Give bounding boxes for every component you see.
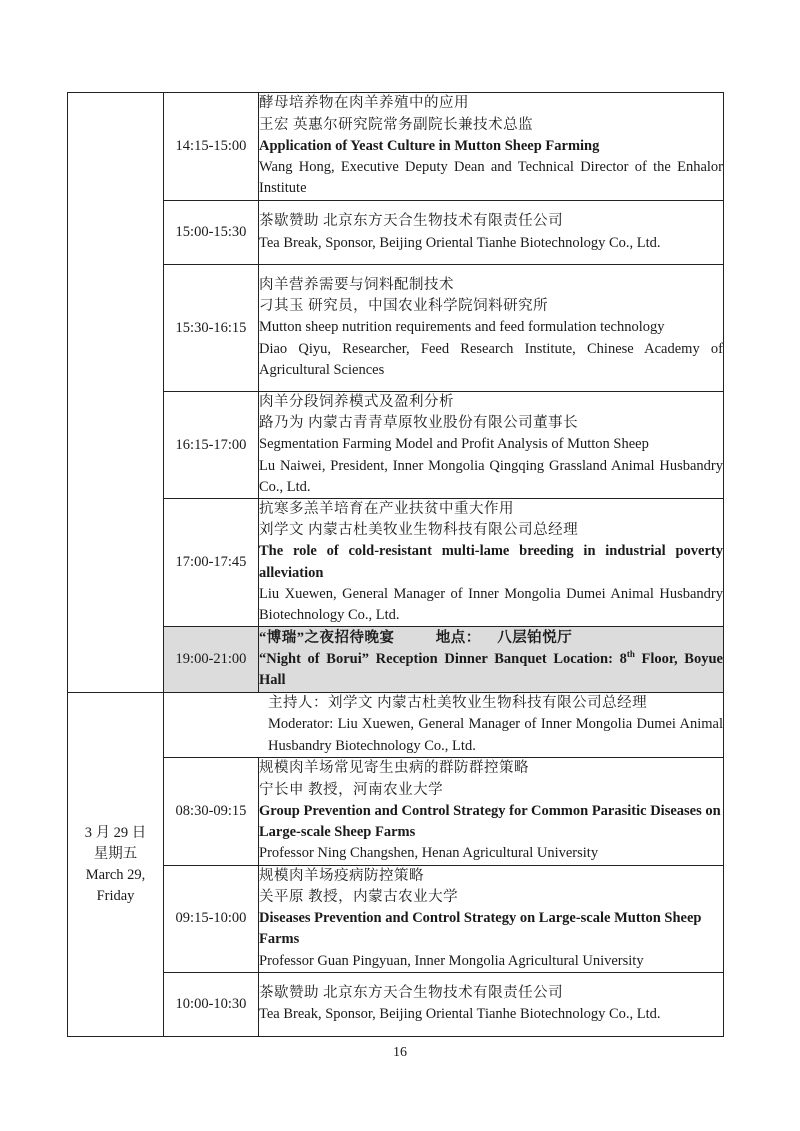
talk-title-zh: 酵母培养物在肉羊养殖中的应用 [259, 95, 469, 112]
talk-title-en: Application of Yeast Culture in Mutton Sheep Farming [259, 137, 600, 154]
session-cell [259, 201, 724, 265]
table-row [68, 499, 724, 627]
talk-title-zh: 规模肉羊场疫病防控策略 [259, 867, 424, 884]
speaker-en: Diao Qiyu, Researcher, Feed Research Institute, Chinese Academy of Agricultural Sciences [259, 340, 723, 378]
session-cell [259, 93, 724, 201]
date-en: March 29, [85, 866, 146, 883]
speaker-zh: 刘学文 内蒙古杜美牧业生物科技有限公司总经理 [259, 522, 579, 539]
speaker-zh: 王宏 英惠尔研究院常务副院长兼技术总监 [259, 116, 534, 133]
table-row [68, 265, 724, 392]
table-row [68, 392, 724, 499]
banquet-title-zh: “博瑞”之夜招待晚宴 地点： 八层铂悦厅 [259, 629, 573, 646]
talk-title-zh: 规模肉羊场常见寄生虫病的群防群控策略 [259, 760, 529, 777]
banquet-superscript: th [626, 649, 635, 660]
time-cell: 15:00-15:30 [164, 201, 259, 265]
page-number: 16 [393, 1045, 407, 1060]
day-cell-empty [68, 93, 164, 693]
session-cell [259, 865, 724, 972]
table-row [68, 93, 724, 201]
speaker-zh: 刁其玉 研究员，中国农业科学院饲料研究所 [259, 298, 549, 315]
speaker-en: Wang Hong, Executive Deputy Dean and Technical Director of the Enhalor Institute [259, 159, 723, 197]
moderator-en: Moderator: Liu Xuewen, General Manager of Inner Mongolia Dumei Animal Husbandry Biotechnology Co., Ltd. [268, 716, 723, 754]
speaker-en: Liu Xuewen, General Manager of Inner Mongolia Dumei Animal Husbandry Biotechnology Co., Ltd. [259, 585, 723, 624]
talk-title-zh: 肉羊分段饲养模式及盈利分析 [259, 394, 454, 410]
talk-title-en: Mutton sheep nutrition requirements and feed formulation technology [259, 319, 665, 336]
table-row [68, 972, 724, 1036]
time-cell: 09:15-10:00 [164, 865, 259, 972]
talk-title-en: Diseases Prevention and Control Strategy on Large-scale Mutton Sheep Farms [259, 910, 702, 948]
session-cell [259, 972, 724, 1036]
schedule-table [67, 92, 724, 1037]
time-cell: 17:00-17:45 [164, 499, 259, 627]
talk-title-en: The role of cold-resistant multi-lame breeding in industrial poverty alleviation [259, 543, 723, 581]
time-cell: 15:30-16:15 [164, 265, 259, 392]
speaker-zh: 关平原 教授，内蒙古农业大学 [259, 889, 459, 906]
moderator-zh: 主持人：刘学文 内蒙古杜美牧业生物科技有限公司总经理 [268, 695, 648, 712]
speaker-zh: 路乃为 内蒙古青青草原牧业股份有限公司董事长 [259, 415, 579, 432]
speaker-zh: 宁长申 教授，河南农业大学 [259, 781, 444, 798]
time-cell: 14:15-15:00 [164, 93, 259, 201]
session-cell [259, 499, 724, 627]
talk-title-en: Segmentation Farming Model and Profit Analysis of Mutton Sheep [259, 436, 649, 453]
banquet-title-en [259, 649, 723, 691]
table-row [68, 201, 724, 265]
weekday-zh: 星期五 [93, 845, 138, 862]
banquet-text-part: Floor, Boyue Hall [259, 651, 723, 689]
session-cell [259, 392, 724, 499]
time-cell: 08:30-09:15 [164, 757, 259, 865]
day-cell [68, 693, 164, 1037]
table-row [68, 693, 724, 758]
tea-break-zh: 茶歇赞助 北京东方天合生物技术有限责任公司 [259, 213, 564, 230]
time-cell: 19:00-21:00 [164, 627, 259, 693]
speaker-en: Professor Guan Pingyuan, Inner Mongolia Agricultural University [259, 952, 644, 969]
time-cell: 16:15-17:00 [164, 392, 259, 499]
weekday-en: Friday [96, 887, 135, 904]
table-row [68, 757, 724, 865]
tea-break-zh: 茶歇赞助 北京东方天合生物技术有限责任公司 [259, 985, 564, 1002]
talk-title-en: Group Prevention and Control Strategy for Common Parasitic Diseases on Large-scale Sheep Farms [259, 802, 721, 840]
table-row [68, 865, 724, 972]
banquet-text-part: “Night of Borui” Reception Dinner Banquet Location: 8 [259, 651, 627, 668]
talk-title-zh: 肉羊营养需要与饲料配制技术 [259, 276, 454, 293]
time-cell: 10:00-10:30 [164, 972, 259, 1036]
session-cell [259, 627, 724, 693]
speaker-en: Professor Ning Changshen, Henan Agricultural University [259, 845, 599, 862]
session-cell [259, 757, 724, 865]
talk-title-zh: 抗寒多羔羊培育在产业扶贫中重大作用 [259, 501, 514, 518]
moderator-cell [164, 693, 724, 758]
tea-break-en: Tea Break, Sponsor, Beijing Oriental Tianhe Biotechnology Co., Ltd. [259, 1006, 661, 1023]
tea-break-en: Tea Break, Sponsor, Beijing Oriental Tianhe Biotechnology Co., Ltd. [259, 234, 661, 251]
session-cell [259, 265, 724, 392]
table-row [68, 627, 724, 693]
date-zh: 3 月 29 日 [84, 824, 147, 841]
speaker-en: Lu Naiwei, President, Inner Mongolia Qingqing Grassland Animal Husbandry Co., Ltd. [259, 457, 723, 495]
